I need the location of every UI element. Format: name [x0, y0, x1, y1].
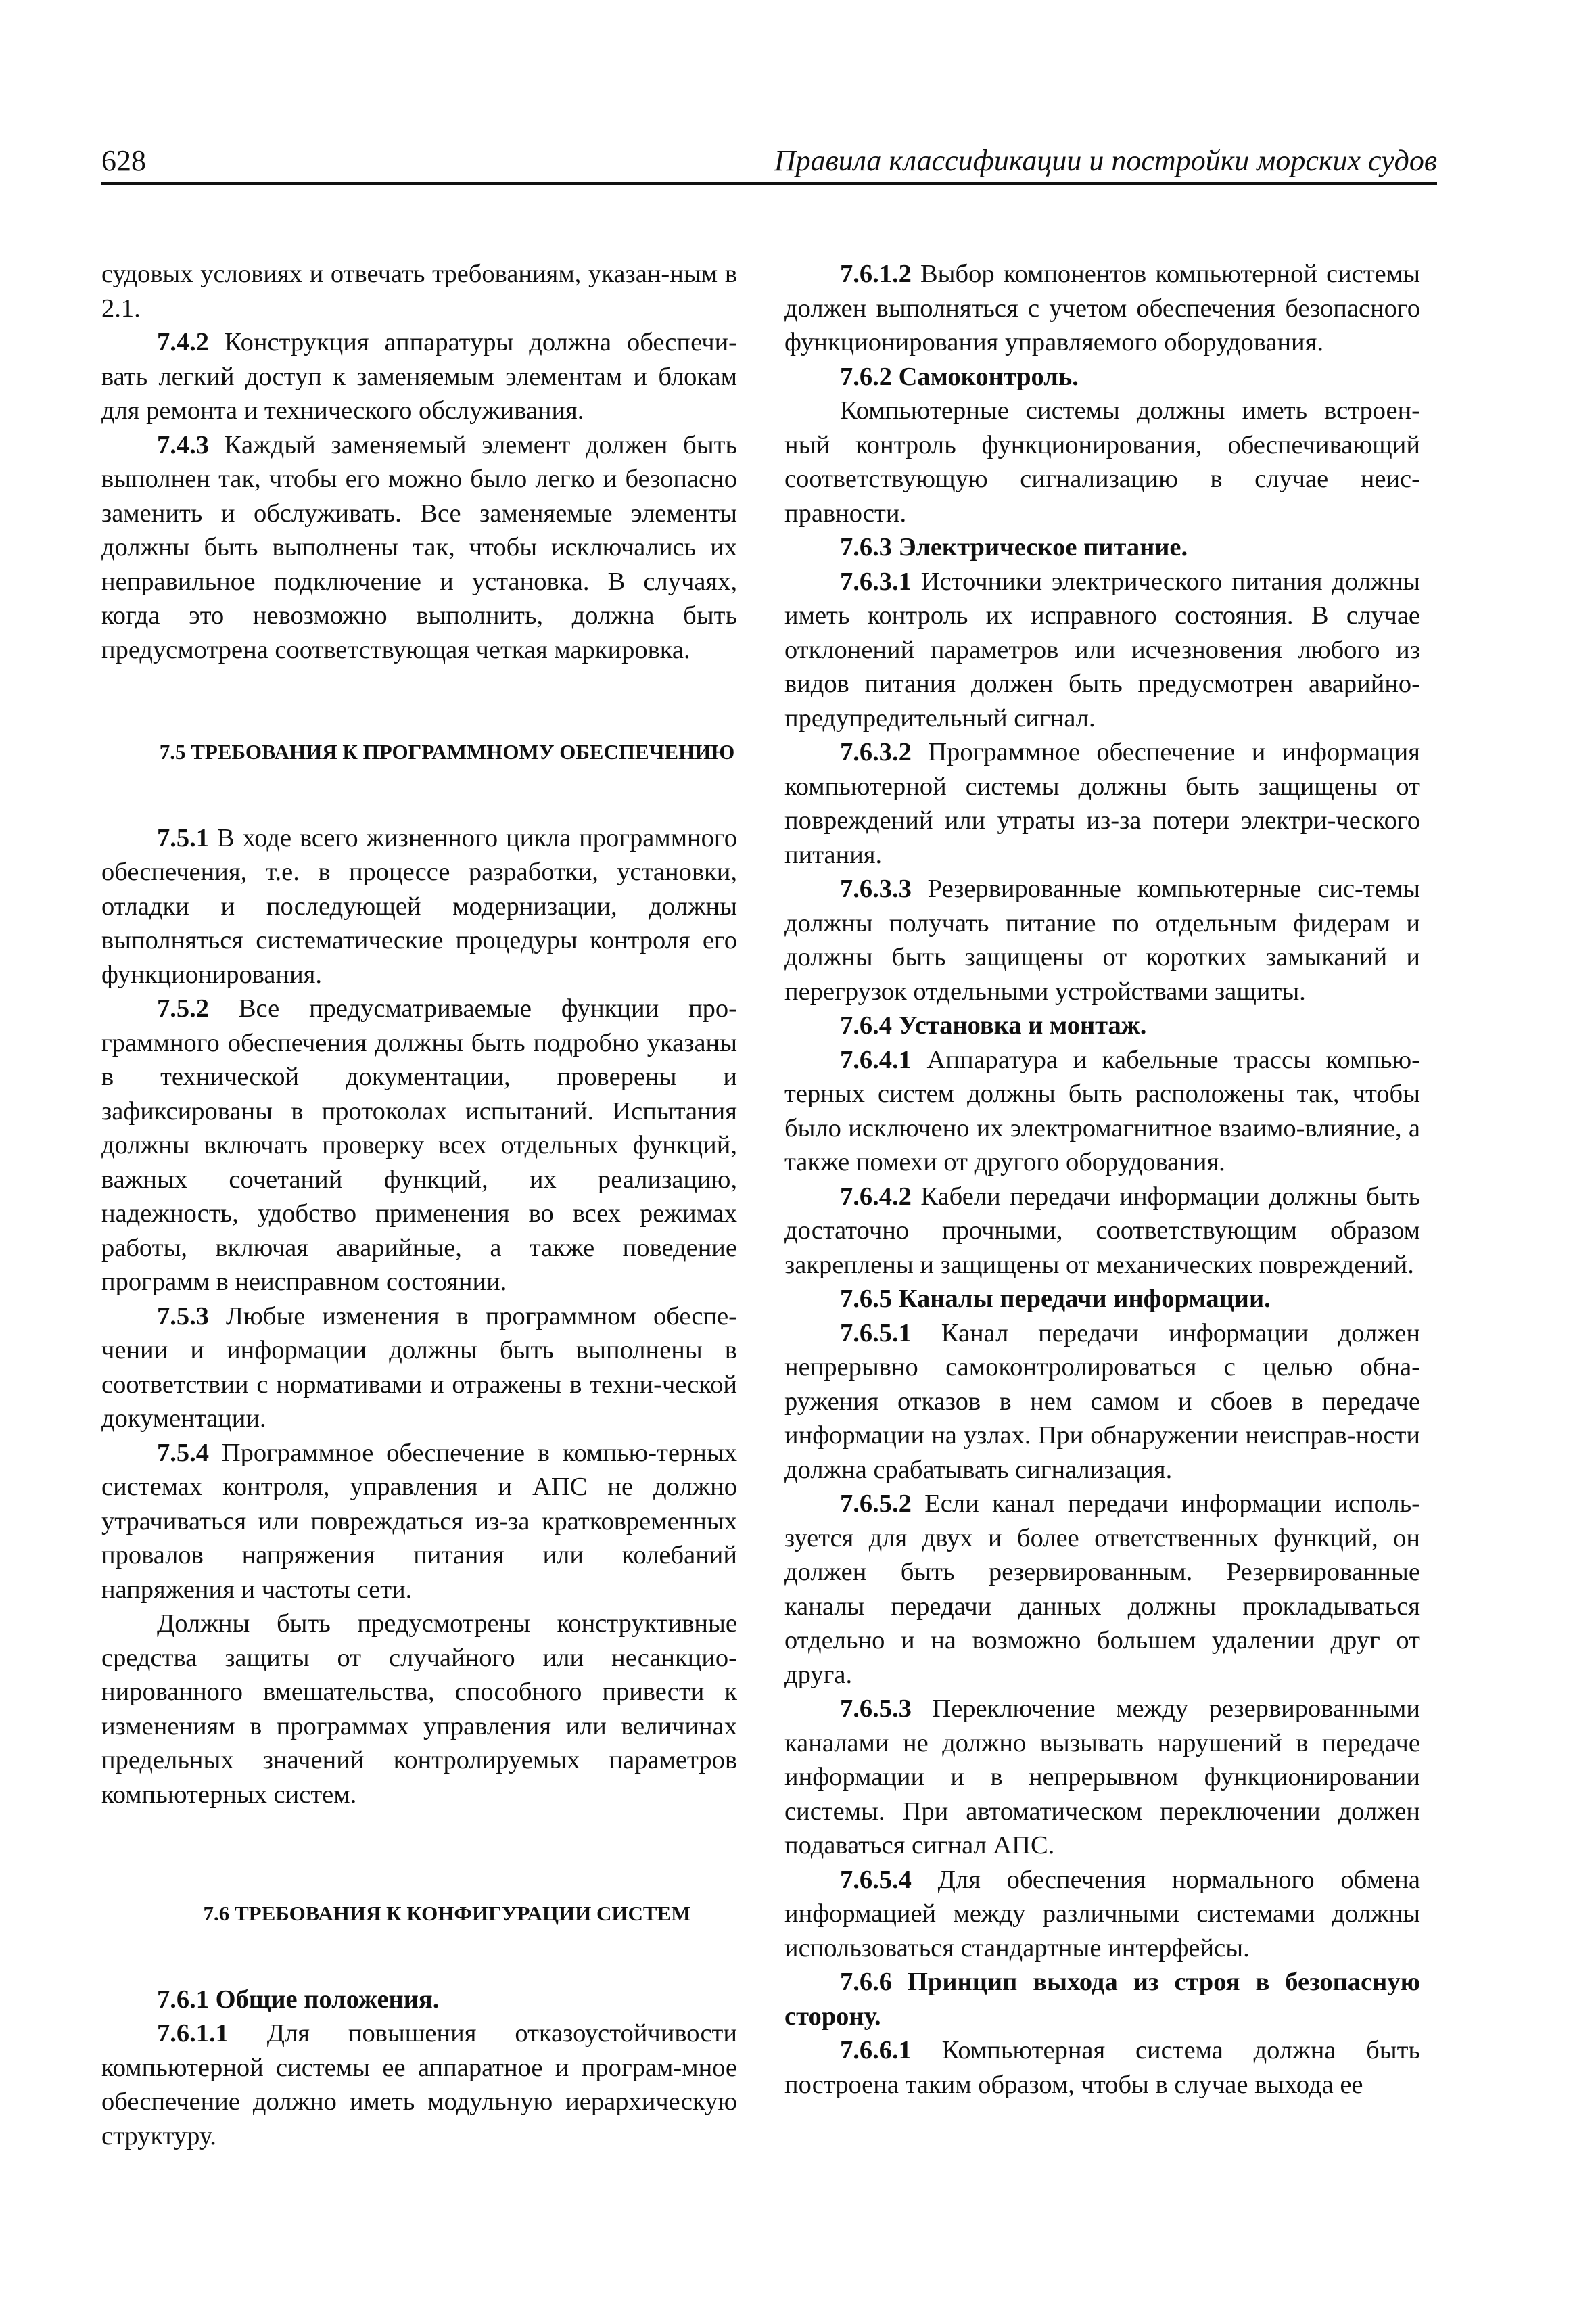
- left-column: [101, 257, 737, 2153]
- paragraph-7-6-4-2: 7.6.4.2 Кабели передачи информации должны быть достаточно прочными, соответствующим образом закреплены и защищены от механических повреждений.: [784, 1182, 1420, 1279]
- paragraph-7-6-5-4: 7.6.5.4 Для обеспечения нормального обмена информацией между различными системами должны использоваться стандартные интерфейсы.: [784, 1865, 1420, 1962]
- paragraph-7-6-3-3: 7.6.3.3 Резервированные компьютерные сис-темы должны получать питание по отдельным фидерам и должны быть защищены от коротких замыканий и перегрузок отдельными устройствами защиты.: [784, 875, 1420, 1006]
- paragraph-7-5-3: 7.5.3 Любые изменения в программном обеспе-чении и информации должны быть выполнены в соответствии с нормативами и отражены в техни-ческой документации.: [101, 1301, 737, 1433]
- paragraph-7-6-4-1: 7.6.4.1 Аппаратура и кабельные трассы компью-терных систем должны быть расположены так, чтобы было исключено их электромагнитное взаимо-влияние, а также помехи от другого оборудования.: [784, 1045, 1420, 1176]
- subsection-heading-7-6-5: 7.6.5 Каналы передачи информации.: [840, 1285, 1271, 1313]
- subsection-heading-7-6-2: 7.6.2 Самоконтроль.: [840, 362, 1079, 391]
- subsection-heading-7-6-3: 7.6.3 Электрическое питание.: [840, 533, 1188, 561]
- subsection-heading-7-6-4: 7.6.4 Установка и монтаж.: [840, 1011, 1147, 1040]
- paragraph-7-6-1-1: 7.6.1.1 Для повышения отказоустойчивости компьютерной системы ее аппаратное и програм-мное обеспечение должно иметь модульную иерархическую структуру.: [101, 2019, 737, 2150]
- paragraph-7-5-4: 7.5.4 Программное обеспечение в компью-терных системах контроля, управления и АПС не должно утрачиваться или повреждаться из-за кратковременных провалов напряжения питания или колебаний напряжения и частоты сети.: [101, 1438, 737, 1604]
- running-title: Правила классификации и постройки морских судов: [774, 144, 1437, 177]
- paragraph-7-6-1-2: 7.6.1.2 Выбор компонентов компьютерной системы должен выполняться с учетом обеспечения безопасного функционирования управляемого оборудования.: [784, 260, 1420, 356]
- paragraph-7-6-3-1: 7.6.3.1 Источники электрического питания должны иметь контроль их исправного состояния. В случае отклонений параметров или исчезновения любого из видов питания должен быть предусмотрен аварийно-предупредительный сигнал.: [784, 567, 1420, 733]
- paragraph-7-5-1: 7.5.1 В ходе всего жизненного цикла программного обеспечения, т.е. в процессе разработки, установки, отладки и последующей модернизации, должны выполняться систематические процедуры контроля его функционирования.: [101, 823, 737, 989]
- paragraph: судовых условиях и отвечать требованиям, указан-ным в 2.1.: [101, 260, 737, 323]
- paragraph-7-6-6-1: 7.6.6.1 Компьютерная система должна быть построена таким образом, чтобы в случае выхода ее: [784, 2036, 1420, 2099]
- page-number: 628: [101, 144, 146, 177]
- subsection-heading-7-6-1: 7.6.1 Общие положения.: [157, 1985, 440, 2014]
- paragraph-7-6-3-2: 7.6.3.2 Программное обеспечение и информация компьютерной системы должны быть защищены от повреждений или утраты из-за потери электри-ческого питания.: [784, 738, 1420, 869]
- paragraph-7-6-5-2: 7.6.5.2 Если канал передачи информации исполь-зуется для двух и более ответственных функций, он должен быть резервированным. Резервированные каналы передачи данных должны прокладываться отдельно и на возможно большем удалении друг от друга.: [784, 1489, 1420, 1689]
- paragraph-7-6-2: Компьютерные системы должны иметь встроен-ный контроль функционирования, обеспечивающий соответствующую сигнализацию в случае неис-правности.: [784, 396, 1420, 528]
- paragraph-7-6-5-1: 7.6.5.1 Канал передачи информации должен непрерывно самоконтролироваться с целью обна-ружения отказов в нем самом и сбоев в передаче информации на узлах. При обнаружении неисправ-ности должна срабатывать сигнализация.: [784, 1318, 1420, 1484]
- paragraph-7-4-2: 7.4.2 Конструкция аппаратуры должна обеспечи-вать легкий доступ к заменяемым элементам и блокам для ремонта и технического обслуживания.: [101, 328, 737, 425]
- paragraph-7-5-2: 7.5.2 Все предусматриваемые функции про-граммного обеспечения должны быть подробно указаны в технической документации, проверены и зафиксированы в протоколах испытаний. Испытания должны включать проверку всех отдельных функций, важных сочетаний функций, их реализацию, надежность, удобство применения во всех режимах работы, включая аварийные, а также поведение программ в неисправном состоянии.: [101, 994, 737, 1296]
- paragraph-7-4-3: 7.4.3 Каждый заменяемый элемент должен быть выполнен так, чтобы его можно было легко и безопасно заменить и обслуживать. Все заменяемые элементы должны быть выполнены так, чтобы исключались их неправильное подключение и установка. В случаях, когда это невозможно выполнить, должна быть предусмотрена соответствующая четкая маркировка.: [101, 430, 737, 664]
- section-title-7-5: 7.5 ТРЕБОВАНИЯ К ПРОГРАММНОМУ ОБЕСПЕЧЕНИЮ: [159, 740, 735, 764]
- paragraph-7-5-4-continued: Должны быть предусмотрены конструктивные средства защиты от случайного или несанкцио-нированного вмешательства, способного привести к изменениям в программах управления или величинах предельных значений контролируемых параметров компьютерных систем.: [101, 1609, 737, 1809]
- paragraph-7-6-5-3: 7.6.5.3 Переключение между резервированными каналами не должно вызывать нарушений в передаче информации и в непрерывном функционировании системы. При автоматическом переключении должен подаваться сигнал АПС.: [784, 1694, 1420, 1859]
- right-column: [784, 257, 1420, 2102]
- section-title-7-6: 7.6 ТРЕБОВАНИЯ К КОНФИГУРАЦИИ СИСТЕМ: [203, 1901, 691, 1925]
- subsection-heading-7-6-6: 7.6.6 Принцип выхода из строя в безопасную сторону.: [784, 1968, 1420, 2031]
- page-header: [101, 139, 1437, 185]
